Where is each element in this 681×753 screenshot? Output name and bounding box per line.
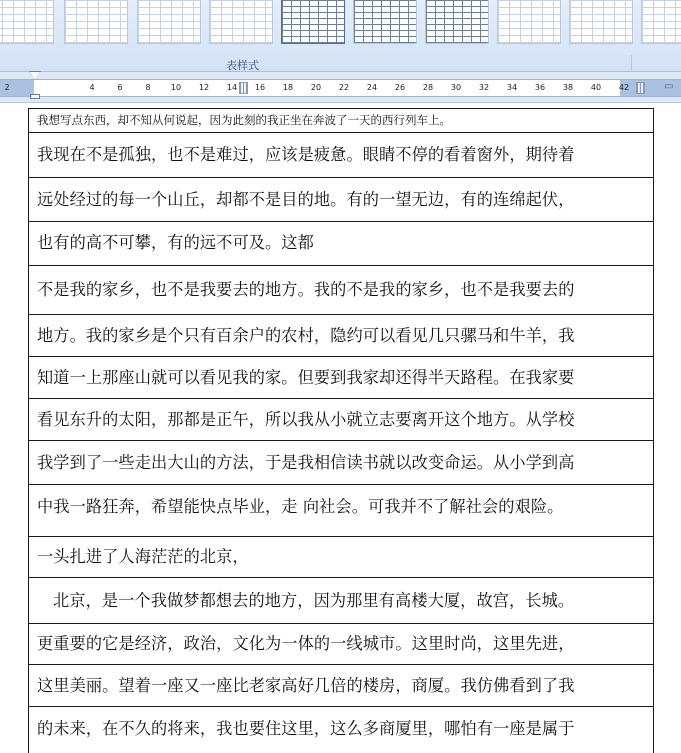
ruler-tick-label: 6 — [117, 83, 123, 92]
ruler-tick-label: 4 — [89, 83, 95, 92]
table-style-option-selected[interactable] — [281, 0, 345, 44]
table-column-marker[interactable] — [239, 82, 248, 94]
ruler-tick-label: 20 — [310, 83, 322, 92]
table-row[interactable]: 地方。我的家乡是个只有百余户的农村，隐约可以看见几只骡马和牛羊，我 — [29, 315, 653, 357]
ruler-tick-label: 12 — [198, 83, 210, 92]
ruler-tick-label: 22 — [338, 83, 350, 92]
ruler-tick-label: 28 — [422, 83, 434, 92]
table-row[interactable]: 北京，是一个我做梦都想去的地方，因为那里有高楼大厦，故宫，长城。 — [29, 578, 653, 624]
table-style-option[interactable] — [425, 0, 489, 44]
table-row[interactable]: 我想写点东西，却不知从何说起，因为此刻的我正坐在奔波了一天的西行列车上。 — [29, 109, 653, 133]
ruler-tick-label: 38 — [562, 83, 574, 92]
table-style-option[interactable] — [569, 0, 633, 44]
table-row[interactable]: 不是我的家乡，也不是我要去的地方。我的不是我的家乡，也不是我要去的 — [29, 266, 653, 315]
ruler-tick-label: 30 — [450, 83, 462, 92]
table-row[interactable]: 我现在不是孤独，也不是难过，应该是疲惫。眼睛不停的看着窗外，期待着 — [29, 133, 653, 178]
ruler-tick-label: 18 — [282, 83, 294, 92]
table-style-option[interactable] — [641, 0, 681, 44]
table-style-option[interactable] — [64, 0, 128, 44]
table-style-option[interactable] — [353, 0, 417, 44]
table-style-option[interactable] — [137, 0, 201, 44]
ruler-tick-label: 40 — [590, 83, 602, 92]
ruler-tick-label: 8 — [145, 83, 151, 92]
table-row[interactable]: 一头扎进了人海茫茫的北京， — [29, 537, 653, 578]
ruler-tick-label: 10 — [170, 83, 182, 92]
table-row[interactable]: 远处经过的每一个山丘，却都不是目的地。有的一望无边，有的连绵起伏， — [29, 178, 653, 222]
ruler-tick-label: 16 — [254, 83, 266, 92]
ruler-tick-label: 26 — [394, 83, 406, 92]
ruler-tick-label: 42 — [618, 83, 630, 92]
ruler-tick-label: 2 — [4, 83, 10, 92]
ruler-tick-label: 14 — [226, 83, 238, 92]
table-row[interactable]: 更重要的它是经济，政治，文化为一体的一线城市。这里时尚，这里先进， — [29, 624, 653, 665]
table-row[interactable]: 的未来，在不久的将来，我也要住这里，这么多商厦里，哪怕有一座是属于 — [37, 719, 575, 738]
indent-marker[interactable] — [30, 72, 40, 100]
table-column-marker[interactable] — [636, 82, 645, 94]
ruler-tick-label: 32 — [478, 83, 490, 92]
document-table[interactable] — [28, 108, 654, 753]
ruler-toggle-icon[interactable]: ▭ — [664, 81, 674, 92]
table-row[interactable]: 我学到了一些走出大山的方法，于是我相信读书就以改变命运。从小学到高 — [29, 441, 653, 485]
table-row[interactable]: 看见东升的太阳，那都是正午，所以我从小就立志要离开这个地方。从学校 — [29, 399, 653, 441]
table-style-option[interactable] — [209, 0, 273, 44]
ruler-tick-label: 24 — [366, 83, 378, 92]
table-row[interactable]: 这里美丽。望着一座又一座比老家高好几倍的楼房，商厦。我仿佛看到了我 — [29, 665, 653, 707]
table-style-gallery — [0, 0, 681, 48]
document-page[interactable] — [0, 103, 681, 751]
table-style-option[interactable] — [497, 0, 561, 44]
ruler-strip — [0, 79, 681, 97]
ruler-tick-label: 36 — [534, 83, 546, 92]
table-row[interactable]: 也有的高不可攀，有的远不可及。这都 — [29, 222, 653, 266]
ruler-tick-label: 34 — [506, 83, 518, 92]
ribbon-group-divider — [631, 55, 681, 71]
horizontal-ruler[interactable] — [0, 72, 681, 103]
ribbon-table-styles — [0, 0, 681, 72]
ribbon-group-label: 表样式 — [226, 59, 259, 72]
table-row[interactable]: 中我一路狂奔，希望能快点毕业，走 向社会。可我并不了解社会的艰险。 — [29, 485, 653, 537]
table-row[interactable]: 知道一上那座山就可以看见我的家。但要到我家却还得半天路程。在我家要 — [29, 357, 653, 399]
table-style-option[interactable] — [0, 0, 54, 44]
